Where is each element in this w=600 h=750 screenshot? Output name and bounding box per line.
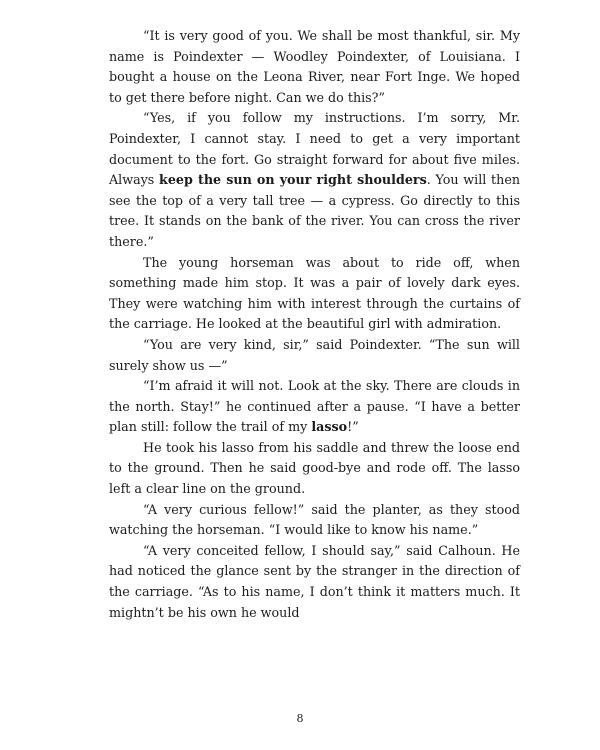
paragraph-8 bbox=[109, 541, 520, 623]
paragraph-6 bbox=[109, 438, 520, 500]
paragraph-5 bbox=[109, 376, 520, 438]
paragraph-8-text: “A very conceited fellow, I should say,” said Calhoun. He had noticed the glance sent by the stranger in the direction of the carriage. “As to his name, I don’t think it matters much. It mightn’t be his own he would bbox=[109, 542, 520, 620]
page-number: 8 bbox=[296, 712, 304, 725]
paragraph-6-text: He took his lasso from his saddle and threw the loose end to the ground. Then he said good-bye and rode off. The lasso left a clear line on the ground. bbox=[109, 439, 520, 497]
paragraph-5-text-end: !” bbox=[347, 419, 359, 435]
paragraph-2 bbox=[109, 108, 520, 252]
paragraph-1 bbox=[109, 26, 520, 108]
paragraph-3-text: The young horseman was about to ride off, when something made him stop. It was a pair of lovely dark eyes. They were watching him with interest through the curtains of the carriage. He looked at the beautiful girl with admiration. bbox=[109, 254, 520, 332]
paragraph-5-bold-word: lasso bbox=[311, 419, 348, 435]
paragraph-4-text: “You are very kind, sir,” said Poindexter. “The sun will surely show us —” bbox=[109, 336, 520, 373]
paragraph-2-bold-phrase: keep the sun on your right shoulders bbox=[159, 172, 427, 188]
paragraph-5-text-start: “I’m afraid it will not. Look at the sky. There are clouds in the north. Stay!” he continued after a pause. “I have a better plan still: follow the trail of my bbox=[109, 378, 520, 435]
paragraph-2-text-end: . You will then see the top of a very tall tree — a cypress. Go directly to this tree. It stands on the bank of the river. You can cross the river there.” bbox=[109, 172, 520, 249]
paragraph-7 bbox=[109, 500, 520, 541]
paragraph-2-text-start: “Yes, if you follow my instructions. I’m sorry, Mr. Poindexter, I cannot stay. I need to get a very important document to the fort. Go straight forward for about five miles. Always bbox=[109, 110, 520, 188]
paragraph-4 bbox=[109, 335, 520, 376]
page-body-text bbox=[109, 26, 520, 623]
paragraph-7-text: “A very curious fellow!” said the planter, as they stood watching the horseman. “I would like to know his name.” bbox=[109, 501, 520, 538]
paragraph-3 bbox=[109, 253, 520, 335]
paragraph-1-text: “It is very good of you. We shall be most thankful, sir. My name is Poindexter — Woodley Poindexter, of Louisiana. I bought a house on the Leona River, near Fort Inge. We hoped to get there before night. Can we do this?” bbox=[109, 28, 520, 105]
